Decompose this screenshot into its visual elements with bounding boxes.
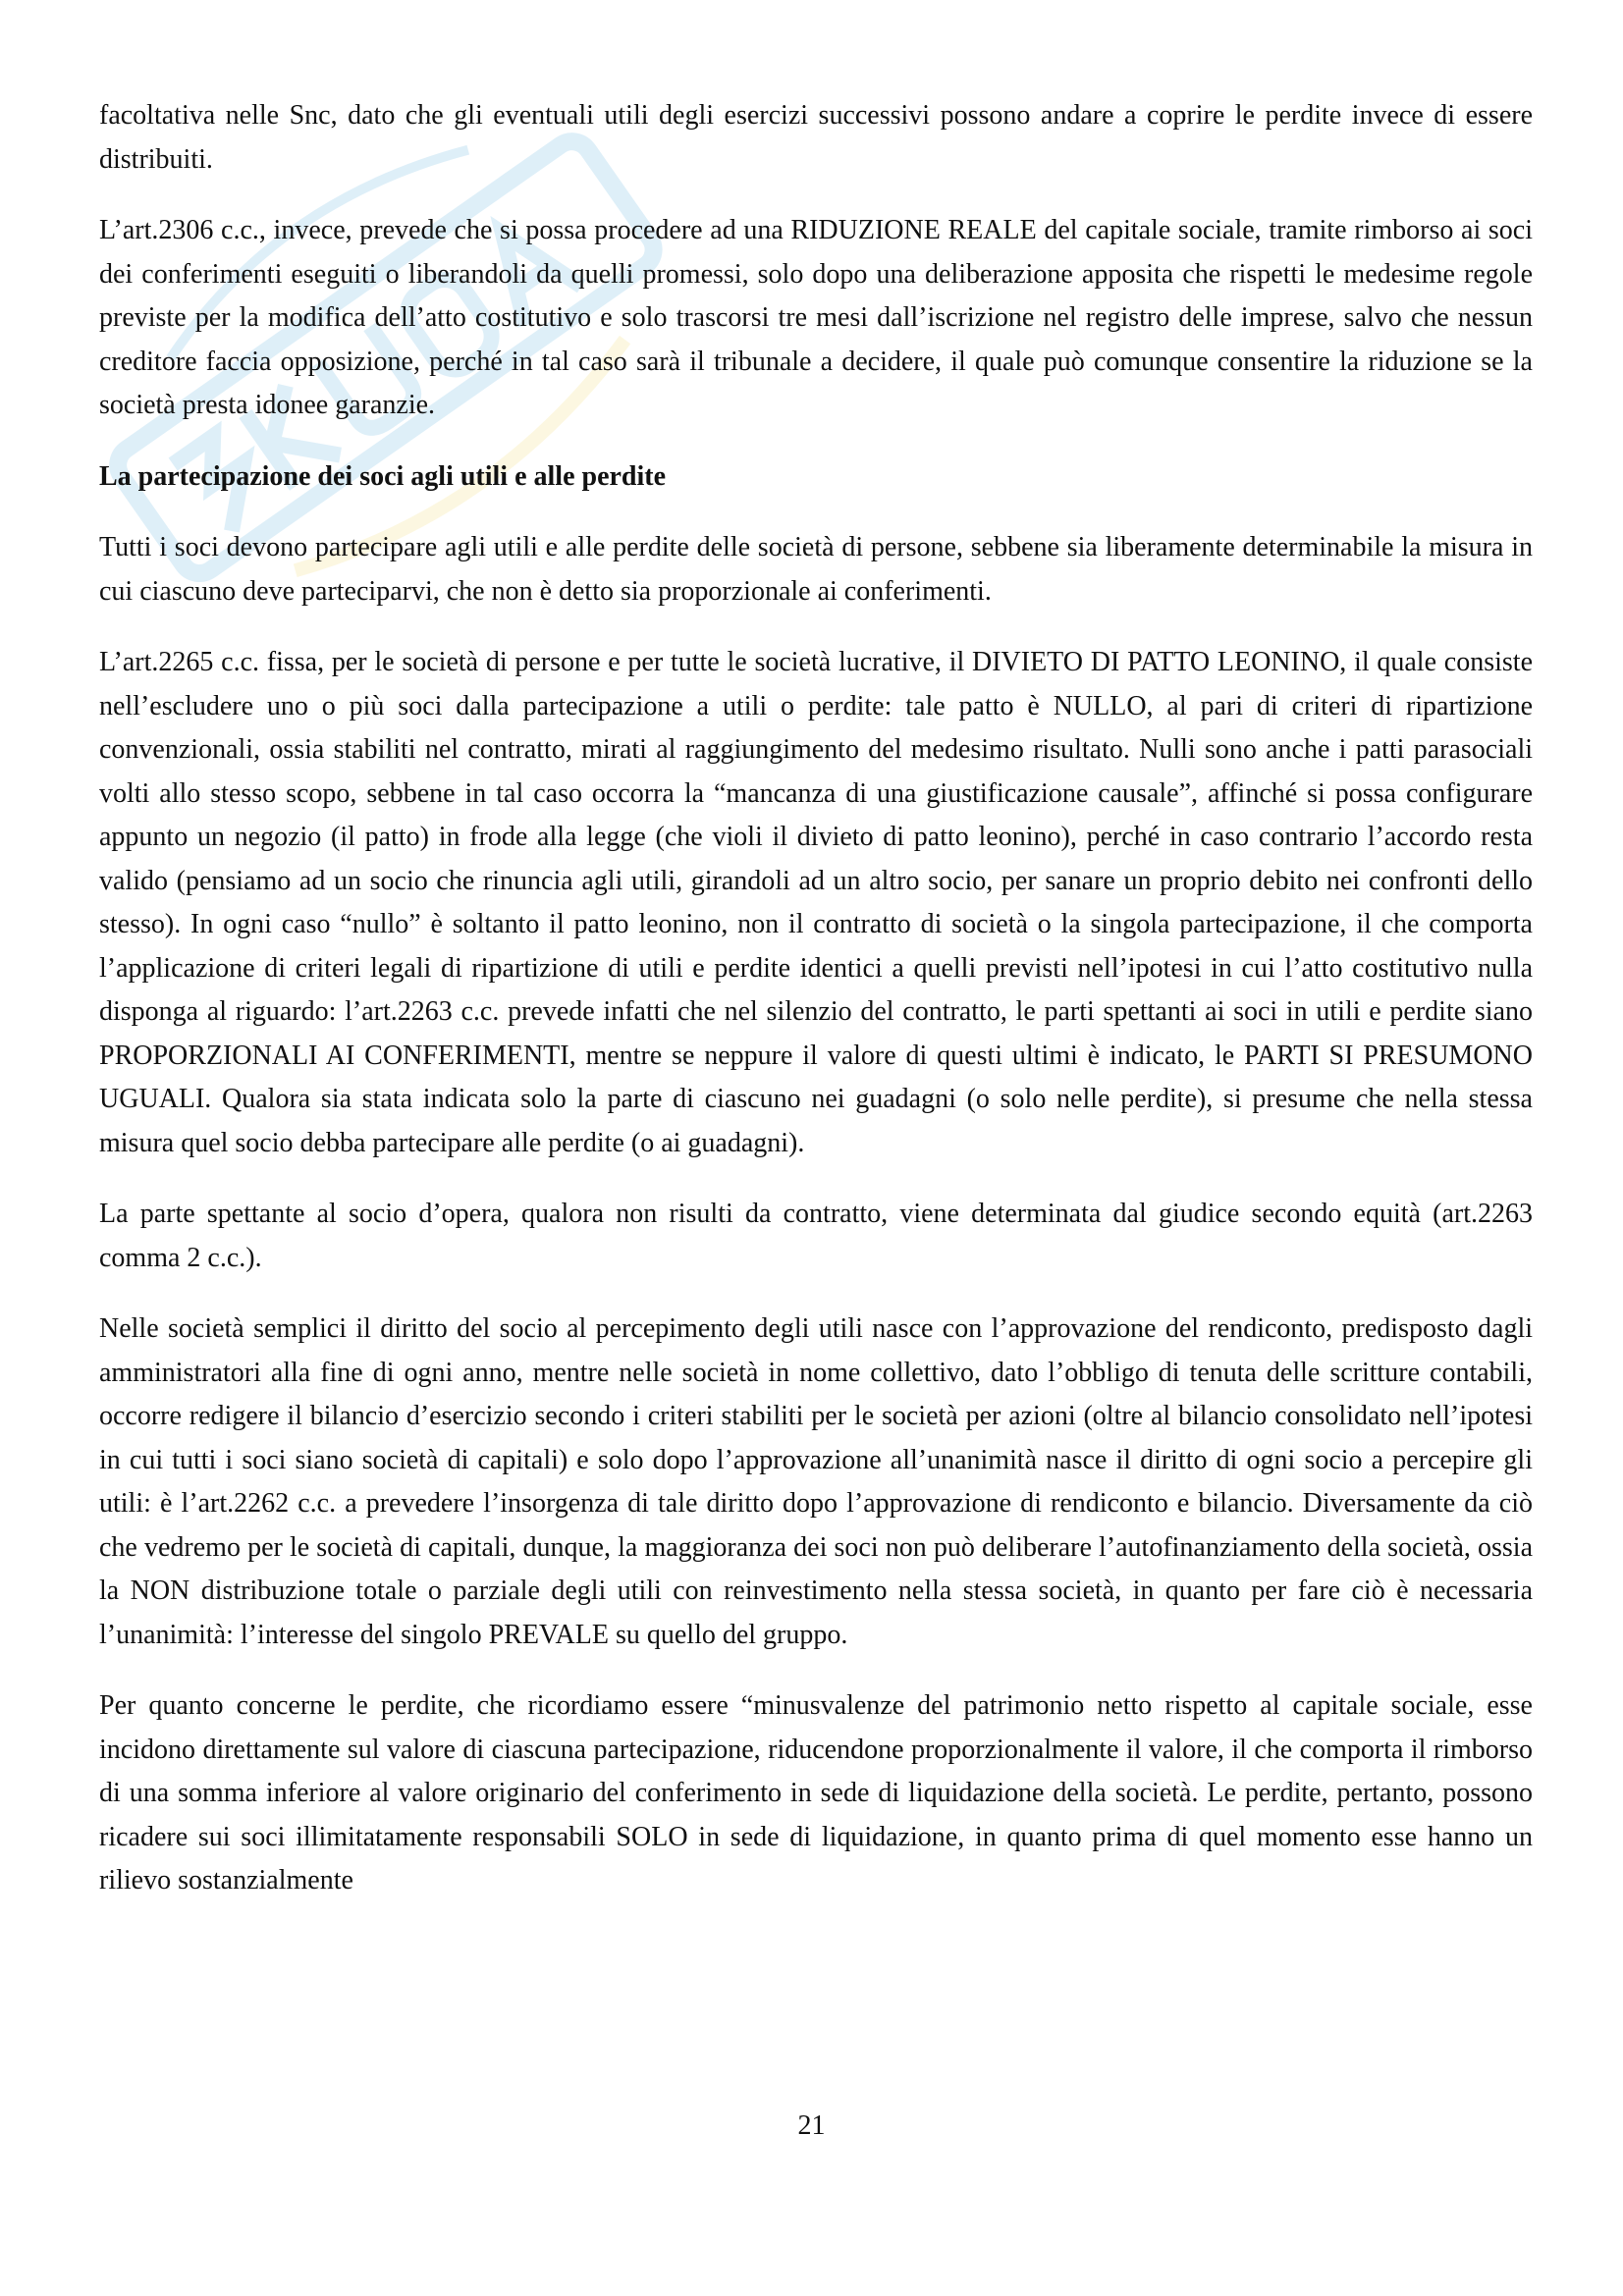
document-page: [99, 94, 1533, 1931]
paragraph: L’art.2306 c.c., invece, prevede che si possa procedere ad una RIDUZIONE REALE del capitale sociale, tramite rimborso ai soci dei conferimenti eseguiti o liberandoli da quelli promessi, solo dopo una deliberazione apposita che rispetti le medesime regole previste per la modifica dell’atto costitutivo e solo trascorsi tre mesi dall’iscrizione nel registro delle imprese, salvo che nessun creditore faccia opposizione, perché in tal caso sarà il tribunale a decidere, il quale può comunque consentire la riduzione se la società presta idonee garanzie.: [99, 215, 1533, 420]
paragraph: facoltativa nelle Snc, dato che gli eventuali utili degli esercizi successivi possono andare a coprire le perdite invece di essere distribuiti.: [99, 100, 1533, 175]
section-heading: La partecipazione dei soci agli utili e alle perdite: [99, 460, 667, 492]
page-number: 21: [797, 2110, 826, 2141]
paragraph: La parte spettante al socio d’opera, qualora non risulti da contratto, viene determinata dal giudice secondo equità (art.2263 comma 2 c.c.).: [99, 1199, 1533, 1273]
paragraph: Tutti i soci devono partecipare agli utili e alle perdite delle società di persone, sebbene sia liberamente determinabile la misura in cui ciascuno deve parteciparvi, che non è detto sia proporzionale ai conferimenti.: [99, 532, 1533, 607]
paragraph: Per quanto concerne le perdite, che ricordiamo essere “minusvalenze del patrimonio netto rispetto al capitale sociale, esse incidono direttamente sul valore di ciascuna partecipazione, riducendone proporzionalmente il valore, il che comporta il rimborso di una somma inferiore al valore originario del conferimento in sede di liquidazione della società. Le perdite, pertanto, possono ricadere sui soci illimitatamente responsabili SOLO in sede di liquidazione, in quanto prima di quel momento esse hanno un rilievo sostanzialmente: [99, 1690, 1533, 1896]
paragraph: L’art.2265 c.c. fissa, per le società di persone e per tutte le società lucrative, il DIVIETO DI PATTO LEONINO, il quale consiste nell’escludere uno o più soci dalla partecipazione a utili o perdite: tale patto è NULLO, al pari di criteri di ripartizione convenzionali, ossia stabiliti nel contratto, mirati al raggiungimento del medesimo risultato. Nulli sono anche i patti parasociali volti allo stesso scopo, sebbene in tal caso occorra la “mancanza di una giustificazione causale”, affinché si possa configurare appunto un negozio (il patto) in frode alla legge (che violi il divieto di patto leonino), perché in caso contrario l’accordo resta valido (pensiamo ad un socio che rinuncia agli utili, girandoli ad un altro socio, per sanare un proprio debito nei confronti dello stesso). In ogni caso “nullo” è soltanto il patto leonino, non il contratto di società o la singola partecipazione, il che comporta l’applicazione di criteri legali di ripartizione di utili e perdite identici a quelli previsti nell’ipotesi in cui l’atto costitutivo nulla disponga al riguardo: l’art.2263 c.c. prevede infatti che nel silenzio del contratto, le parti spettanti ai soci in utili e perdite siano PROPORZIONALI AI CONFERIMENTI, mentre se neppure il valore di questi ultimi è indicato, le PARTI SI PRESUMONO UGUALI. Qualora sia stata indicata solo la parte di ciascuno nei guadagni (o solo nelle perdite), si presume che nella stessa misura quel socio debba partecipare alle perdite (o ai guadagni).: [99, 647, 1533, 1158]
paragraph: Nelle società semplici il diritto del socio al percepimento degli utili nasce con l’approvazione del rendiconto, predisposto dagli amministratori alla fine di ogni anno, mentre nelle società in nome collettivo, dato l’obbligo di tenuta delle scritture contabili, occorre redigere il bilancio d’esercizio secondo i criteri stabiliti per le società per azioni (oltre al bilancio consolidato nell’ipotesi in cui tutti i soci siano società di capitali) e solo dopo l’approvazione all’unanimità nasce il diritto di ogni socio a percepire gli utili: è l’art.2262 c.c. a prevedere l’insorgenza di tale diritto dopo l’approvazione di rendiconto e bilancio. Diversamente da ciò che vedremo per le società di capitali, dunque, la maggioranza dei soci non può deliberare l’autofinanziamento della società, ossia la NON distribuzione totale o parziale degli utili con reinvestimento nella stessa società, in quanto per fare ciò è necessaria l’unanimità: l’interesse del singolo PREVALE su quello del gruppo.: [99, 1313, 1533, 1650]
